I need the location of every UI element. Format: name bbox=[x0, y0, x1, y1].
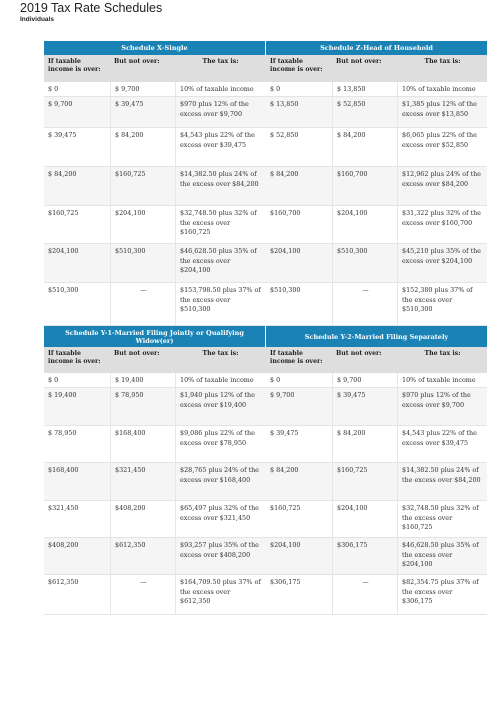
schedule-x-title: Schedule X-Single bbox=[44, 41, 265, 55]
right-schedule-cells bbox=[266, 538, 487, 574]
cell-income-over: $ 84,200 bbox=[48, 170, 77, 178]
table-row bbox=[44, 373, 487, 388]
right-schedule-cells bbox=[266, 167, 487, 205]
cell-not-over: $ 19,400 bbox=[110, 373, 175, 387]
col-header-tax: The tax is: bbox=[424, 58, 461, 65]
left-schedule-cells bbox=[44, 388, 265, 425]
col-header-income-over: If taxable income is over: bbox=[48, 350, 101, 365]
cell-income-over: $ 84,200 bbox=[270, 170, 299, 178]
cell-income-over: $ 9,700 bbox=[48, 100, 73, 108]
cell-income-over: $ 19,400 bbox=[48, 391, 77, 399]
cell-income-over: $168,400 bbox=[48, 466, 79, 474]
cell-income-over: $321,450 bbox=[48, 504, 79, 512]
cell-tax: 10% of taxable income bbox=[397, 373, 487, 387]
cell-not-over: $204,100 bbox=[110, 206, 175, 243]
cell-not-over: $510,300 bbox=[332, 244, 397, 282]
cell-not-over: $ 84,200 bbox=[110, 128, 175, 166]
table-row bbox=[44, 283, 487, 326]
schedule-z-title: Schedule Z-Head of Household bbox=[266, 41, 487, 55]
cell-income-over: $160,700 bbox=[270, 209, 301, 217]
cell-income-over: $ 78,950 bbox=[48, 429, 77, 437]
left-schedule-cells bbox=[44, 575, 265, 614]
cell-tax: $152,380 plus 37% of the excess over $510,300 bbox=[397, 283, 487, 325]
cell-not-over: $168,400 bbox=[110, 426, 175, 462]
cell-not-over: $ 9,700 bbox=[332, 373, 397, 387]
cell-tax: $14,382.50 plus 24% of the excess over $84,200 bbox=[397, 463, 487, 500]
cell-not-over: $408,200 bbox=[110, 501, 175, 537]
cell-tax: $1,940 plus 12% of the excess over $19,400 bbox=[175, 388, 265, 425]
table-row bbox=[44, 206, 487, 244]
page-subtitle: Individuals bbox=[20, 16, 54, 23]
cell-not-over: $ 9,700 bbox=[110, 82, 175, 96]
right-schedule-cells bbox=[266, 426, 487, 462]
cell-tax: $164,709.50 plus 37% of the excess over $612,350 bbox=[175, 575, 265, 614]
cell-not-over: — bbox=[332, 283, 397, 325]
cell-not-over: — bbox=[332, 575, 397, 614]
schedule-y1-title: Schedule Y-1-Married Filing Jointly or Qualifying Widow(er) bbox=[44, 326, 265, 347]
cell-not-over: — bbox=[110, 283, 175, 325]
page-title: 2019 Tax Rate Schedules bbox=[20, 1, 163, 15]
cell-income-over: $ 0 bbox=[270, 85, 281, 93]
col-header-tax: The tax is: bbox=[202, 58, 239, 65]
right-schedule-cells bbox=[266, 501, 487, 537]
left-schedule-cells bbox=[44, 167, 265, 205]
cell-tax: $14,382.50 plus 24% of the excess over $84,200 bbox=[175, 167, 265, 205]
right-schedule-cells bbox=[266, 283, 487, 325]
cell-income-over: $204,100 bbox=[270, 247, 301, 255]
right-schedule-cells bbox=[266, 244, 487, 282]
right-schedule-cells bbox=[266, 575, 487, 614]
left-schedule-cells bbox=[44, 426, 265, 462]
table-row bbox=[44, 388, 487, 426]
cell-tax: $1,385 plus 12% of the excess over $13,850 bbox=[397, 97, 487, 127]
cell-tax: 10% of taxable income bbox=[175, 373, 265, 387]
right-schedule-cells bbox=[266, 206, 487, 243]
cell-income-over: $ 39,475 bbox=[270, 429, 299, 437]
table-row bbox=[44, 167, 487, 206]
cell-tax: $9,086 plus 22% of the excess over $78,950 bbox=[175, 426, 265, 462]
cell-tax: $93,257 plus 35% of the excess over $408,200 bbox=[175, 538, 265, 574]
schedule-title-row bbox=[44, 41, 487, 55]
cell-tax: $32,748.50 plus 32% of the excess over $160,725 bbox=[175, 206, 265, 243]
col-header-income-over: If taxable income is over: bbox=[48, 58, 101, 73]
cell-not-over: $306,175 bbox=[332, 538, 397, 574]
schedule-section-2-body bbox=[44, 373, 487, 615]
cell-not-over: $ 84,200 bbox=[332, 128, 397, 166]
right-schedule-cells bbox=[266, 388, 487, 425]
col-header-income-over: If taxable income is over: bbox=[270, 58, 323, 73]
cell-income-over: $ 39,475 bbox=[48, 131, 77, 139]
column-header-row bbox=[44, 347, 487, 373]
cell-not-over: $ 52,850 bbox=[332, 97, 397, 127]
left-schedule-cells bbox=[44, 538, 265, 574]
cell-not-over: — bbox=[110, 575, 175, 614]
table-row bbox=[44, 575, 487, 615]
cell-tax: $45,210 plus 35% of the excess over $204,100 bbox=[397, 244, 487, 282]
cell-not-over: $510,300 bbox=[110, 244, 175, 282]
table-row bbox=[44, 463, 487, 501]
cell-not-over: $160,700 bbox=[332, 167, 397, 205]
left-schedule-cells bbox=[44, 97, 265, 127]
cell-tax: $970 plus 12% of the excess over $9,700 bbox=[175, 97, 265, 127]
cell-income-over: $ 9,700 bbox=[270, 391, 295, 399]
cell-not-over: $ 78,950 bbox=[110, 388, 175, 425]
cell-tax: $153,798.50 plus 37% of the excess over $510,300 bbox=[175, 283, 265, 325]
table-row bbox=[44, 97, 487, 128]
right-schedule-cells bbox=[266, 373, 487, 387]
cell-tax: $28,765 plus 24% of the excess over $168,400 bbox=[175, 463, 265, 500]
cell-tax: 10% of taxable income bbox=[397, 82, 487, 96]
cell-not-over: $ 84,200 bbox=[332, 426, 397, 462]
left-schedule-cells bbox=[44, 501, 265, 537]
cell-income-over: $306,175 bbox=[270, 578, 301, 586]
cell-income-over: $ 84,200 bbox=[270, 466, 299, 474]
table-row bbox=[44, 538, 487, 575]
table-row bbox=[44, 244, 487, 283]
cell-not-over: $204,100 bbox=[332, 501, 397, 537]
cell-income-over: $510,300 bbox=[270, 286, 301, 294]
cell-tax: $4,543 plus 22% of the excess over $39,475 bbox=[175, 128, 265, 166]
cell-not-over: $160,725 bbox=[110, 167, 175, 205]
cell-income-over: $ 0 bbox=[48, 376, 59, 384]
left-schedule-cells bbox=[44, 128, 265, 166]
cell-tax: 10% of taxable income bbox=[175, 82, 265, 96]
cell-tax: $6,065 plus 22% of the excess over $52,850 bbox=[397, 128, 487, 166]
col-header-income-over: If taxable income is over: bbox=[270, 350, 323, 365]
cell-not-over: $ 39,475 bbox=[332, 388, 397, 425]
cell-income-over: $ 13,850 bbox=[270, 100, 299, 108]
col-header-not-over: But not over: bbox=[114, 58, 160, 65]
cell-tax: $82,354.75 plus 37% of the excess over $306,175 bbox=[397, 575, 487, 614]
column-header-row bbox=[44, 55, 487, 82]
cell-not-over: $321,450 bbox=[110, 463, 175, 500]
cell-income-over: $ 0 bbox=[48, 85, 59, 93]
right-schedule-cells bbox=[266, 82, 487, 96]
table-row bbox=[44, 501, 487, 538]
cell-not-over: $ 13,850 bbox=[332, 82, 397, 96]
cell-income-over: $ 0 bbox=[270, 376, 281, 384]
right-schedule-cells bbox=[266, 97, 487, 127]
cell-tax: $12,962 plus 24% of the excess over $84,200 bbox=[397, 167, 487, 205]
schedule-section-1-body bbox=[44, 82, 487, 326]
cell-income-over: $160,725 bbox=[48, 209, 79, 217]
cell-tax: $31,322 plus 32% of the excess over $160,700 bbox=[397, 206, 487, 243]
cell-income-over: $204,100 bbox=[270, 541, 301, 549]
left-schedule-cells bbox=[44, 82, 265, 96]
schedule-title-row bbox=[44, 326, 487, 347]
cell-income-over: $612,350 bbox=[48, 578, 79, 586]
col-header-tax: The tax is: bbox=[202, 350, 239, 357]
cell-tax: $65,497 plus 32% of the excess over $321,450 bbox=[175, 501, 265, 537]
schedule-y2-title: Schedule Y-2-Married Filing Separately bbox=[266, 326, 487, 347]
cell-not-over: $612,350 bbox=[110, 538, 175, 574]
table-row bbox=[44, 426, 487, 463]
cell-not-over: $ 39,475 bbox=[110, 97, 175, 127]
col-header-not-over: But not over: bbox=[114, 350, 160, 357]
cell-income-over: $204,100 bbox=[48, 247, 79, 255]
cell-not-over: $160,725 bbox=[332, 463, 397, 500]
left-schedule-cells bbox=[44, 283, 265, 325]
cell-income-over: $160,725 bbox=[270, 504, 301, 512]
left-schedule-cells bbox=[44, 463, 265, 500]
table-row bbox=[44, 128, 487, 167]
cell-tax: $4,543 plus 22% of the excess over $39,475 bbox=[397, 426, 487, 462]
col-header-tax: The tax is: bbox=[424, 350, 461, 357]
cell-tax: $46,628.50 plus 35% of the excess over $204,100 bbox=[175, 244, 265, 282]
cell-tax: $46,628.50 plus 35% of the excess over $204,100 bbox=[397, 538, 487, 574]
cell-income-over: $ 52,850 bbox=[270, 131, 299, 139]
left-schedule-cells bbox=[44, 244, 265, 282]
cell-tax: $32,748.50 plus 32% of the excess over $160,725 bbox=[397, 501, 487, 537]
cell-income-over: $510,300 bbox=[48, 286, 79, 294]
cell-tax: $970 plus 12% of the excess over $9,700 bbox=[397, 388, 487, 425]
col-header-not-over: But not over: bbox=[336, 58, 382, 65]
right-schedule-cells bbox=[266, 128, 487, 166]
tax-schedules bbox=[44, 41, 487, 615]
left-schedule-cells bbox=[44, 206, 265, 243]
cell-not-over: $204,100 bbox=[332, 206, 397, 243]
cell-income-over: $408,200 bbox=[48, 541, 79, 549]
right-schedule-cells bbox=[266, 463, 487, 500]
col-header-not-over: But not over: bbox=[336, 350, 382, 357]
table-row bbox=[44, 82, 487, 97]
left-schedule-cells bbox=[44, 373, 265, 387]
